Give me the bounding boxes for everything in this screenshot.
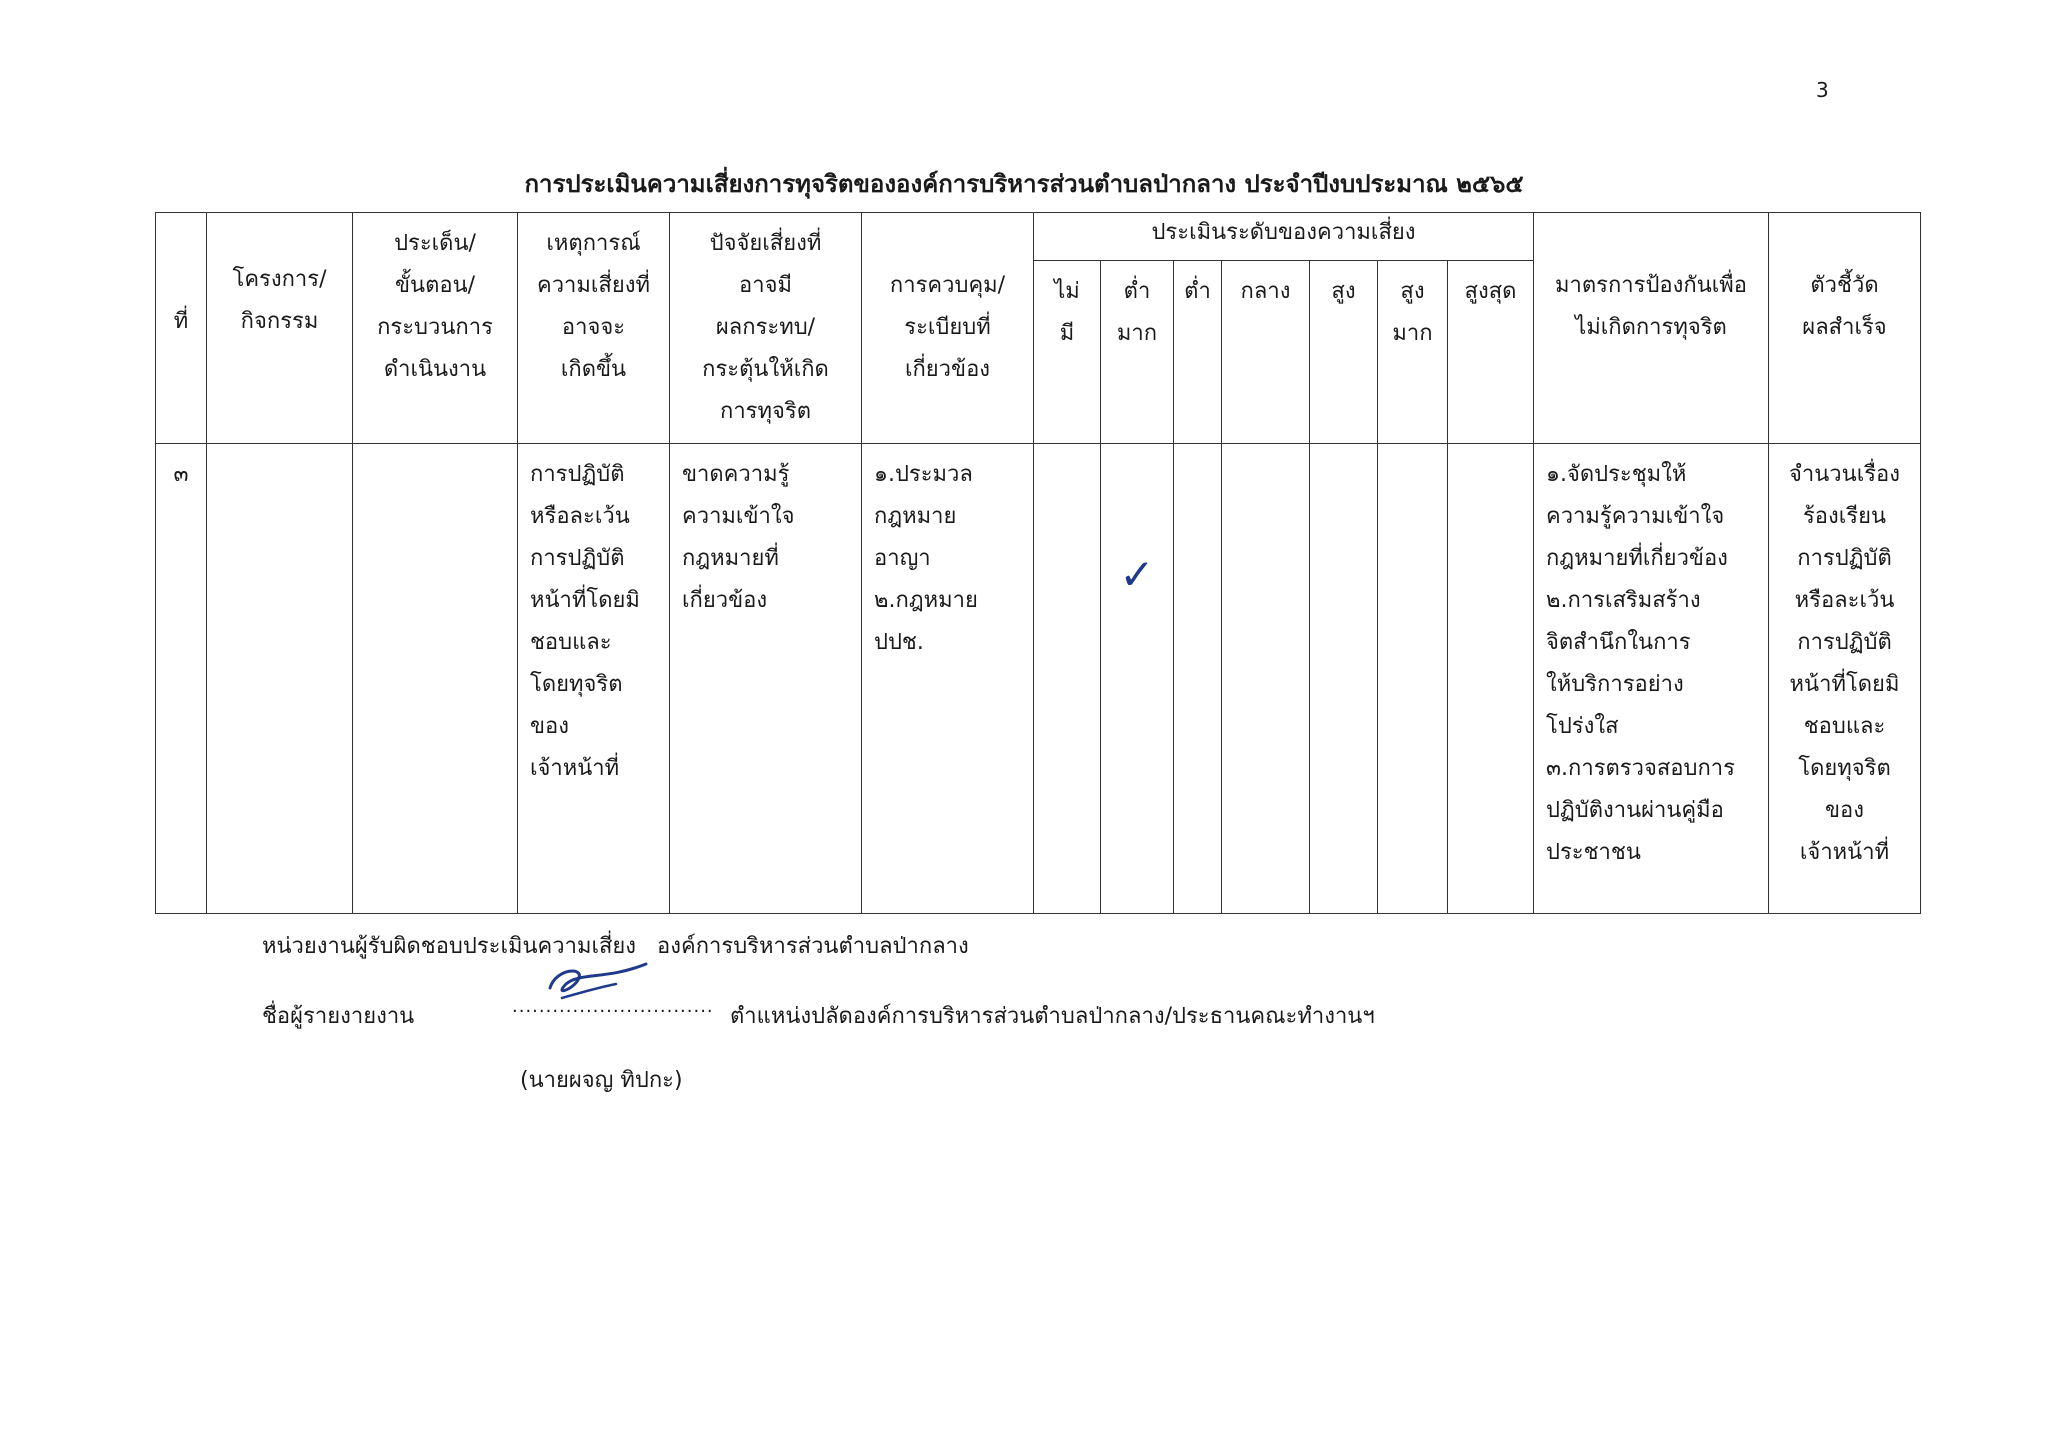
risk-assessment-table bbox=[155, 212, 1921, 914]
header-issue bbox=[353, 213, 518, 444]
row-indicator-lines bbox=[1775, 454, 1914, 874]
text-line: มาก bbox=[1392, 321, 1433, 347]
text-line: ที่ bbox=[173, 309, 189, 334]
level-high-lines bbox=[1316, 271, 1371, 313]
text-line: การทุจริต bbox=[720, 399, 811, 424]
header-indicator bbox=[1769, 213, 1921, 444]
text-line: ความเข้าใจ bbox=[682, 504, 795, 529]
text-line: ๓.การตรวจสอบการ bbox=[1546, 756, 1735, 781]
row-level-very-low bbox=[1101, 444, 1174, 914]
text-line: การปฏิบัติ bbox=[1797, 630, 1892, 655]
header-control-lines bbox=[868, 265, 1027, 391]
text-line: อาจมี bbox=[739, 273, 792, 298]
check-mark-icon: ✓ bbox=[1119, 550, 1155, 599]
row-level-low bbox=[1174, 444, 1222, 914]
row-event-lines bbox=[530, 454, 663, 790]
text-line: กฎหมาย bbox=[874, 504, 957, 529]
responsible-unit-label: หน่วยงานผู้รับผิดชอบประเมินความเสี่ยง bbox=[262, 934, 637, 959]
row-level-medium bbox=[1222, 444, 1310, 914]
text-line: โดยทุจริต bbox=[530, 672, 623, 697]
header-indicator-lines bbox=[1775, 265, 1914, 349]
text-line: ดำเนินงาน bbox=[383, 357, 487, 382]
row-prevention bbox=[1534, 444, 1769, 914]
text-line: กระตุ้นให้เกิด bbox=[702, 357, 829, 382]
header-project bbox=[207, 213, 353, 444]
header-factor bbox=[670, 213, 862, 444]
header-level-highest bbox=[1448, 261, 1534, 444]
text-line: ชอบและ bbox=[1803, 714, 1886, 739]
header-prevention bbox=[1534, 213, 1769, 444]
text-line: เกี่ยวข้อง bbox=[904, 357, 991, 382]
text-line: ความรู้ความเข้าใจ bbox=[1546, 504, 1725, 529]
row-factor-lines bbox=[682, 454, 855, 622]
text-line: ผลสำเร็จ bbox=[1802, 315, 1887, 340]
text-line: ปฏิบัติงานผ่านคู่มือ bbox=[1546, 798, 1724, 823]
text-line: โครงการ/ bbox=[232, 267, 327, 292]
text-line: กลาง bbox=[1240, 279, 1291, 305]
document-title: การประเมินความเสี่ยงการทุจริตขององค์การบริหารส่วนตำบลป่ากลาง ประจำปีงบประมาณ ๒๕๖๕ bbox=[524, 170, 1524, 198]
text-line: จำนวนเรื่อง bbox=[1789, 462, 1900, 487]
text-line: ขาดความรู้ bbox=[682, 462, 790, 487]
text-line: กิจกรรม bbox=[240, 309, 319, 334]
text-line: การปฏิบัติ bbox=[530, 462, 625, 487]
row-level-high bbox=[1310, 444, 1378, 914]
text-line: หน้าที่โดยมิ bbox=[530, 588, 640, 613]
row-control bbox=[862, 444, 1034, 914]
text-line: โปร่งใส bbox=[1546, 714, 1619, 739]
header-no bbox=[156, 213, 207, 444]
header-factor-lines bbox=[676, 223, 855, 433]
text-line: หรือละเว้น bbox=[1794, 588, 1895, 613]
text-line: โดยทุจริต bbox=[1798, 756, 1891, 781]
header-no-lines bbox=[162, 301, 200, 343]
text-line: การปฏิบัติ bbox=[530, 546, 625, 571]
row-level-none bbox=[1034, 444, 1101, 914]
text-line: กฎหมายที่ bbox=[682, 546, 779, 571]
header-prevention-lines bbox=[1540, 265, 1762, 349]
text-line: มาตรการป้องกันเพื่อ bbox=[1555, 273, 1747, 298]
text-line: ๑.ประมวล bbox=[874, 462, 973, 487]
signature-dots: .............................. bbox=[512, 996, 714, 1017]
text-line: ชอบและ bbox=[530, 630, 612, 655]
header-event-lines bbox=[524, 223, 663, 391]
header-event bbox=[518, 213, 670, 444]
text-line: ไม่ bbox=[1054, 279, 1080, 305]
page-number: 3 bbox=[1816, 78, 1829, 102]
text-line: ประเด็น/ bbox=[394, 231, 476, 256]
text-line: สูง bbox=[1331, 279, 1356, 305]
text-line: มาก bbox=[1116, 321, 1158, 347]
level-medium-lines bbox=[1228, 271, 1303, 313]
row-control-lines bbox=[874, 454, 1027, 664]
table-row bbox=[156, 444, 1921, 914]
text-line: กระบวนการ bbox=[377, 315, 493, 340]
text-line: ๒.การเสริมสร้าง bbox=[1546, 588, 1701, 613]
text-line: ต่ำ bbox=[1123, 279, 1151, 305]
text-line: กฎหมายที่เกี่ยวข้อง bbox=[1546, 546, 1728, 571]
text-line: การปฏิบัติ bbox=[1797, 546, 1892, 571]
reporter-name: (นายผจญ ทิปกะ) bbox=[520, 1068, 683, 1093]
text-line: ร้องเรียน bbox=[1802, 504, 1887, 529]
row-issue bbox=[353, 444, 518, 914]
text-line: หรือละเว้น bbox=[530, 504, 630, 529]
reporter-label: ชื่อผู้รายงายงาน bbox=[262, 1004, 415, 1029]
text-line: อาจจะ bbox=[561, 315, 626, 340]
text-line: เหตุการณ์ bbox=[546, 231, 641, 256]
row-indicator bbox=[1769, 444, 1921, 914]
text-line: ให้บริการอย่าง bbox=[1546, 672, 1684, 697]
text-line: ของ bbox=[530, 714, 569, 739]
text-line: ปปช. bbox=[874, 630, 924, 655]
text-line: เกี่ยวข้อง bbox=[682, 588, 768, 613]
row-event bbox=[518, 444, 670, 914]
header-assessment-group: ประเมินระดับของความเสี่ยง bbox=[1034, 213, 1534, 261]
header-project-lines bbox=[213, 259, 346, 343]
row-prevention-lines bbox=[1546, 454, 1762, 874]
text-line: ตัวชี้วัด bbox=[1810, 273, 1879, 298]
text-line: สูง bbox=[1400, 279, 1425, 305]
header-level-high bbox=[1310, 261, 1378, 444]
row-level-very-high bbox=[1378, 444, 1448, 914]
header-level-very-high bbox=[1378, 261, 1448, 444]
header-level-none bbox=[1034, 261, 1101, 444]
header-issue-lines bbox=[359, 223, 511, 391]
text-line: อาญา bbox=[874, 546, 931, 571]
text-line: ไม่เกิดการทุจริต bbox=[1575, 315, 1727, 340]
responsible-unit-value: องค์การบริหารส่วนตำบลป่ากลาง bbox=[657, 934, 969, 959]
text-line: ต่ำ bbox=[1184, 279, 1211, 305]
text-line: ปัจจัยเสี่ยงที่ bbox=[709, 231, 822, 256]
row-factor bbox=[670, 444, 862, 914]
text-line: มี bbox=[1059, 321, 1075, 347]
level-highest-lines bbox=[1454, 271, 1527, 313]
reporter-position: ตำแหน่งปลัดองค์การบริหารส่วนตำบลป่ากลาง/ประธานคณะทำงานฯ bbox=[730, 1004, 1375, 1029]
text-line: ของ bbox=[1825, 798, 1864, 823]
level-very-low-lines bbox=[1107, 271, 1167, 355]
text-line: เจ้าหน้าที่ bbox=[1799, 840, 1890, 865]
level-low-lines bbox=[1180, 271, 1215, 313]
text-line: ผลกระทบ/ bbox=[715, 315, 816, 340]
text-line: เกิดขึ้น bbox=[560, 357, 627, 382]
level-none-lines bbox=[1040, 271, 1094, 355]
text-line: ความเสี่ยงที่ bbox=[536, 273, 650, 298]
text-line: จิตสำนึกในการ bbox=[1546, 630, 1691, 655]
header-level-medium bbox=[1222, 261, 1310, 444]
text-line: สูงสุด bbox=[1464, 279, 1517, 305]
level-very-high-lines bbox=[1384, 271, 1441, 355]
text-line: การควบคุม/ bbox=[889, 273, 1006, 298]
row-no: ๓ bbox=[156, 444, 207, 914]
text-line: ๑.จัดประชุมให้ bbox=[1546, 462, 1687, 487]
header-control bbox=[862, 213, 1034, 444]
text-line: ๒.กฎหมาย bbox=[874, 588, 978, 613]
header-level-low bbox=[1174, 261, 1222, 444]
text-line: หน้าที่โดยมิ bbox=[1789, 672, 1900, 697]
text-line: เจ้าหน้าที่ bbox=[530, 756, 620, 781]
text-line: ระเบียบที่ bbox=[904, 315, 991, 340]
text-line: ขั้นตอน/ bbox=[394, 273, 476, 298]
row-level-highest bbox=[1448, 444, 1534, 914]
text-line: ประชาชน bbox=[1546, 840, 1641, 865]
header-level-very-low bbox=[1101, 261, 1174, 444]
row-project bbox=[207, 444, 353, 914]
